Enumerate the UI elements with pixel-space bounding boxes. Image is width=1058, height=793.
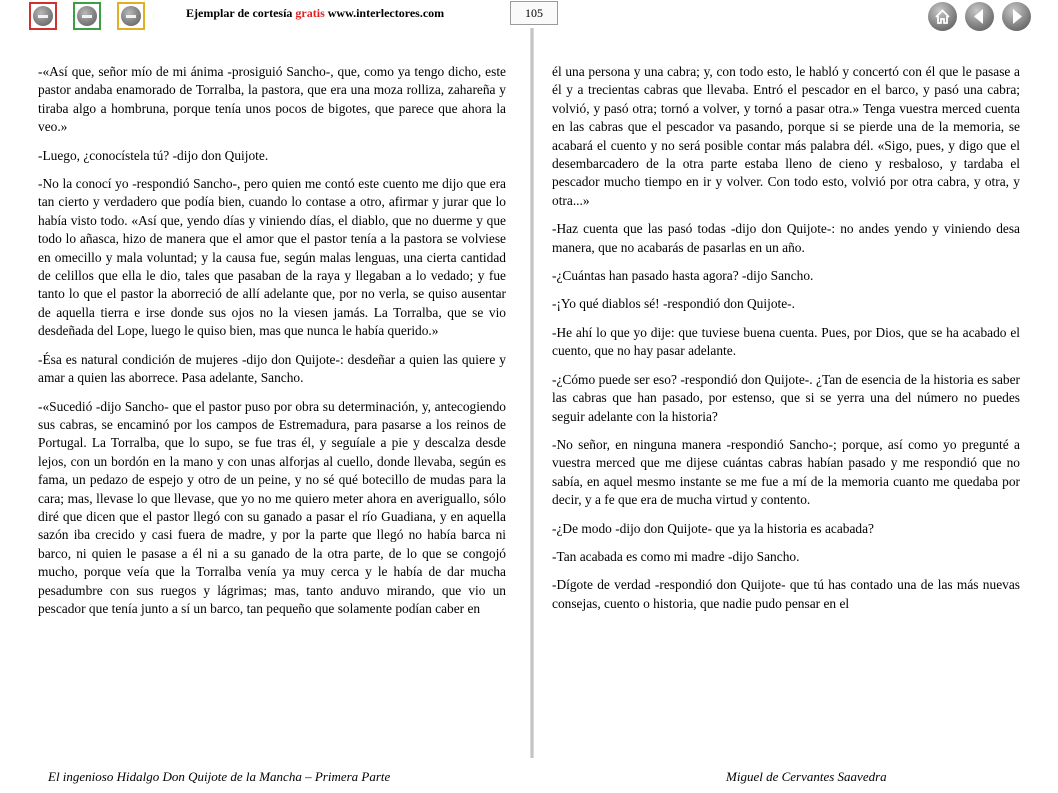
paragraph: -¿Cuántas han pasado hasta agora? -dijo Sancho. <box>552 268 814 284</box>
header-site[interactable]: www.interlectores.com <box>327 6 445 20</box>
minus-icon <box>33 6 53 26</box>
minus-icon <box>121 6 141 26</box>
home-button[interactable] <box>928 2 957 31</box>
paragraph: -No señor, en ninguna manera -respondió Sancho-; porque, así como yo pregunté a vuestra merced que me dijese cuántas cabras habían pasado y me respondió que no sabía, en aquel mesmo instante se me fue a mí de la memoria cuanto me quedaba por decir, y a fe que era de mucha virtud y contento. <box>552 436 1020 508</box>
minus-icon <box>77 6 97 26</box>
maximize-window-button[interactable] <box>117 2 145 30</box>
previous-page-button[interactable] <box>965 2 994 31</box>
arrow-left-icon <box>965 2 994 31</box>
paragraph: -Ésa es natural condición de mujeres -dijo don Quijote-: desdeñar a quien las quiere y amar a quien las aborrece. Pasa adelante, Sancho. <box>38 351 506 386</box>
paragraph: -Haz cuenta que las pasó todas -dijo don Quijote-: no andes yendo y viniendo desa manera, que no acabarás de pasarlas en un año. <box>552 221 1020 255</box>
minimize-window-button[interactable] <box>73 2 101 30</box>
paragraph: -Tan acabada es como mi madre -dijo Sancho. <box>552 548 800 564</box>
page-number: 105 <box>510 1 558 25</box>
paragraph: -No la conocí yo -respondió Sancho-, pero quien me contó este cuento me dijo que era tan cierto y verdadero que podía bien, cuando lo contase a otro, afirmar y jurar que lo había visto todo. «Así que, yendo días y viniendo días, el diablo, que no duerme y que todo lo añasca, hizo de manera que el amor que el pastor tenía a la pastora se volviese en omecillo y mala voluntad; y la causa fue, según malas lenguas, una cierta cantidad de celillos que ella le dio, tales que pasaban de la raya y llegaban a lo vedado; y fue tanto lo que el pastor la aborreció de allí adelante que, por no verla, se quiso ausentar de aquella tierra e irse donde sus ojos no la viesen jamás. La Torralba, que se vio desdeñada del Lope, luego le quiso bien, mas que nunca le había querido.» <box>38 176 506 339</box>
paragraph: -Luego, ¿conocístela tú? -dijo don Quijote. <box>38 147 269 163</box>
home-icon <box>928 2 957 31</box>
paragraph: -He ahí lo que yo dije: que tuviese buena cuenta. Pues, por Dios, que se ha acabado el cuento, que no hay pasar adelante. <box>552 324 1020 359</box>
column-divider <box>530 28 534 758</box>
paragraph: -«Así que, señor mío de mi ánima -prosiguió Sancho-, que, como ya tengo dicho, este pastor andaba enamorado de Torralba, la pastora, que era una moza rolliza, zahareña y tiraba algo a hombruna, porque tenía unos pocos de bigotes, que parece que ahora la veo.» <box>38 64 506 135</box>
arrow-right-icon <box>1002 2 1031 31</box>
left-text-column <box>38 63 506 628</box>
footer-book-title: El ingenioso Hidalgo Don Quijote de la Mancha – Primera Parte <box>48 769 391 784</box>
close-window-button[interactable] <box>29 2 57 30</box>
paragraph: -¿De modo -dijo don Quijote- que ya la historia es acabada? <box>552 520 875 536</box>
courtesy-header <box>186 6 444 21</box>
paragraph: -¿Cómo puede ser eso? -respondió don Quijote-. ¿Tan de esencia de la historia es saber las cabras que han pasado, por estenso, que si se yerra una del número no puedes seguir adelante con la historia? <box>552 371 1020 424</box>
right-text-column <box>552 63 1020 623</box>
next-page-button[interactable] <box>1002 2 1031 31</box>
paragraph: -¡Yo qué diablos sé! -respondió don Quijote-. <box>552 296 795 312</box>
header-gratis: gratis <box>295 6 325 20</box>
paragraph: -Dígote de verdad -respondió don Quijote- que tú has contado una de las más nuevas consejas, cuento o historia, que nadie pudo pensar en el <box>552 577 1020 611</box>
header-prefix: Ejemplar de cortesía <box>186 6 293 20</box>
paragraph: -«Sucedió -dijo Sancho- que el pastor puso por obra su determinación, y, antecogiendo sus cabras, se encaminó por los campos de Estremadura, para pasarse a los reinos de Portugal. La Torralba, que lo supo, se fue tras él, y seguíale a pie y descalza desde lejos, con un bordón en la mano y con unas alforjas al cuello, donde llevaba, según es fama, un pedazo de espejo y otro de un peine, y no sé qué botecillo de mudas para la cara; mas, llevase lo que llevase, que yo no me quiero meter ahora en averiguallo, sólo diré que dicen que el pastor llegó con su ganado a pasar el río Guadiana, y en aquella sazón iba crecido y casi fuera de madre, y por la parte que llegó no había barca ni barco, ni quien le pasase a él ni a su ganado de la otra parte, de lo que se congojó mucho, porque veía que la Torralba venía ya muy cerca y le había de dar mucha pesadumbre con sus ruegos y lágrimas; mas, tanto anduvo mirando, que vio un pescador que tenía junto a sí un barco, tan pequeño que solamente podían caber en <box>38 398 506 616</box>
footer-author: Miguel de Cervantes Saavedra <box>726 769 887 784</box>
paragraph: él una persona y una cabra; y, con todo esto, le habló y concertó con él que le pasase a él y a trecientas cabras que llevaba. Entró el pescador en el barco, y pasó una cabra; volvió, y pasó otra; tornó a volver, y tornó a pasar otra.» Tenga vuestra merced cuenta en las cabras que el pescador va pasando, porque si se pierde una de la memoria, se acabará el cuento y no será posible contar más palabra dél. «Sigo, pues, y digo que el desembarcadero de la otra parte estaba lleno de cieno y resbaloso, y tardaba el pescador mucho tiempo en ir y volver. Con todo esto, volvió por otra cabra, y otra, y otra...» <box>552 64 1020 208</box>
